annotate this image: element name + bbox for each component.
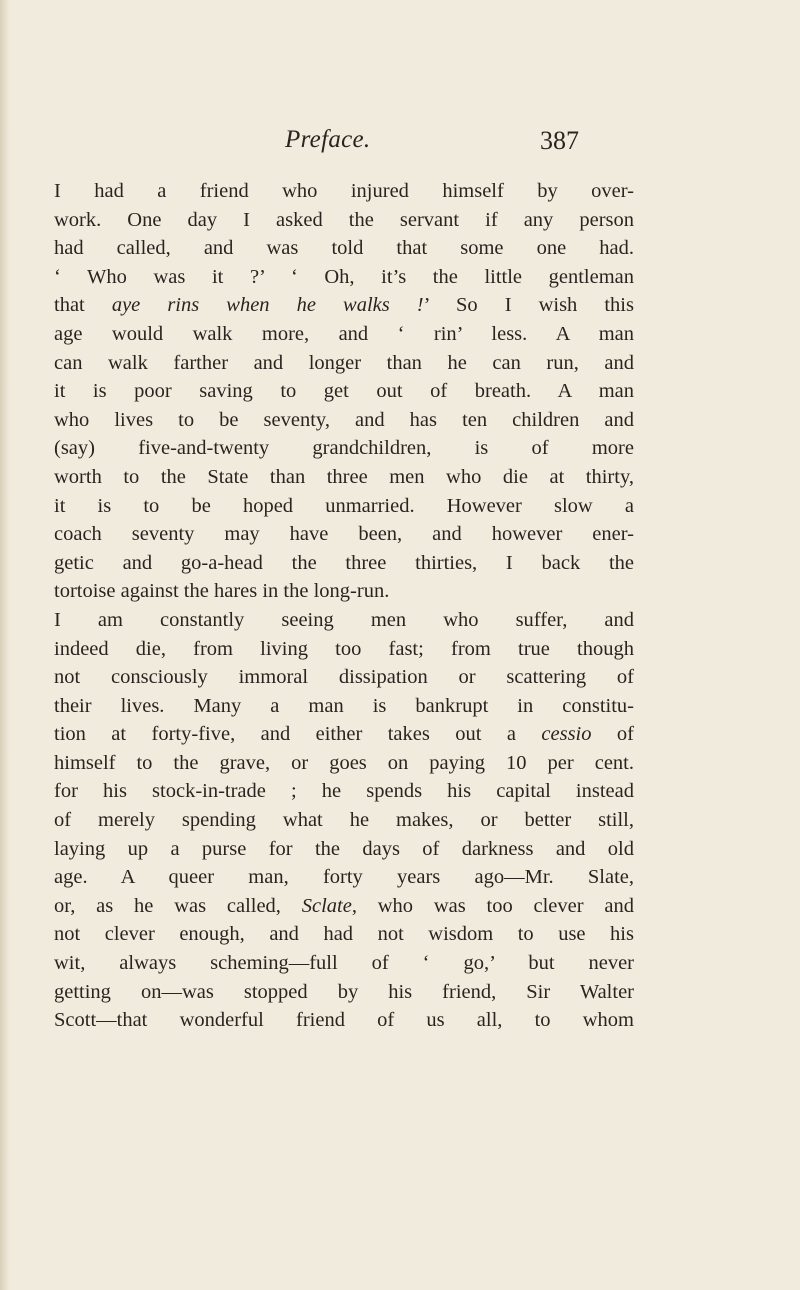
text-line: had called, and was told that some one had. — [54, 237, 634, 260]
text-line: I had a friend who injured himself by over- — [54, 180, 634, 202]
page-number: 387 — [540, 126, 579, 155]
text-line: getic and go-a-head the three thirties, I back the — [54, 551, 634, 574]
text-line: or, as he was called, Sclate, who was too clever and — [54, 894, 634, 917]
text-line: not consciously immoral dissipation or scattering of — [54, 666, 634, 689]
text-line: wit, always scheming—full of ‘ go,’ but never — [54, 952, 634, 975]
text-line: worth to the State than three men who die at thirty, — [54, 465, 634, 488]
italic-phrase: cessio — [541, 723, 592, 746]
text-line: indeed die, from living too fast; from true though — [54, 637, 634, 660]
text-line: who lives to be seventy, and has ten children and — [54, 408, 634, 431]
running-title: Preface. — [285, 126, 371, 153]
text-line: I am constantly seeing men who suffer, and — [54, 608, 634, 631]
text-line: for his stock-in-trade ; he spends his capital instead — [54, 780, 634, 803]
page-edge — [0, 0, 10, 1290]
text-line: of merely spending what he makes, or better still, — [54, 809, 634, 832]
text-line: not clever enough, and had not wisdom to use his — [54, 923, 634, 946]
text-line: tion at forty-five, and either takes out a cessio of — [54, 723, 634, 746]
text-line: tortoise against the hares in the long-run. — [54, 580, 390, 603]
text-line: coach seventy may have been, and however ener- — [54, 523, 634, 546]
body-text — [54, 177, 634, 1035]
text-line: it is to be hoped unmarried. However slow a — [54, 494, 634, 517]
text-line: laying up a purse for the days of darkness and old — [54, 837, 634, 860]
page-header — [0, 126, 800, 166]
text-line: that aye rins when he walks !’ So I wish this — [54, 294, 634, 317]
text-line: ‘ Who was it ?’ ‘ Oh, it’s the little gentleman — [54, 265, 634, 288]
italic-phrase: Sclate — [301, 894, 352, 917]
text-line: getting on—was stopped by his friend, Sir Walter — [54, 980, 634, 1003]
text-line: their lives. Many a man is bankrupt in constitu- — [54, 694, 634, 717]
text-line: Scott—that wonderful friend of us all, to whom — [54, 1009, 634, 1032]
text-line: work. One day I asked the servant if any person — [54, 208, 634, 231]
text-line: can walk farther and longer than he can run, and — [54, 351, 634, 374]
text-line: it is poor saving to get out of breath. A man — [54, 380, 634, 403]
italic-phrase: aye rins when he walks ! — [111, 294, 424, 317]
text-line: himself to the grave, or goes on paying 10 per cent. — [54, 751, 634, 774]
text-line: age. A queer man, forty years ago—Mr. Slate, — [54, 866, 634, 889]
text-line: age would walk more, and ‘ rin’ less. A man — [54, 322, 634, 345]
text-line: (say) five-and-twenty grandchildren, is of more — [54, 437, 634, 460]
